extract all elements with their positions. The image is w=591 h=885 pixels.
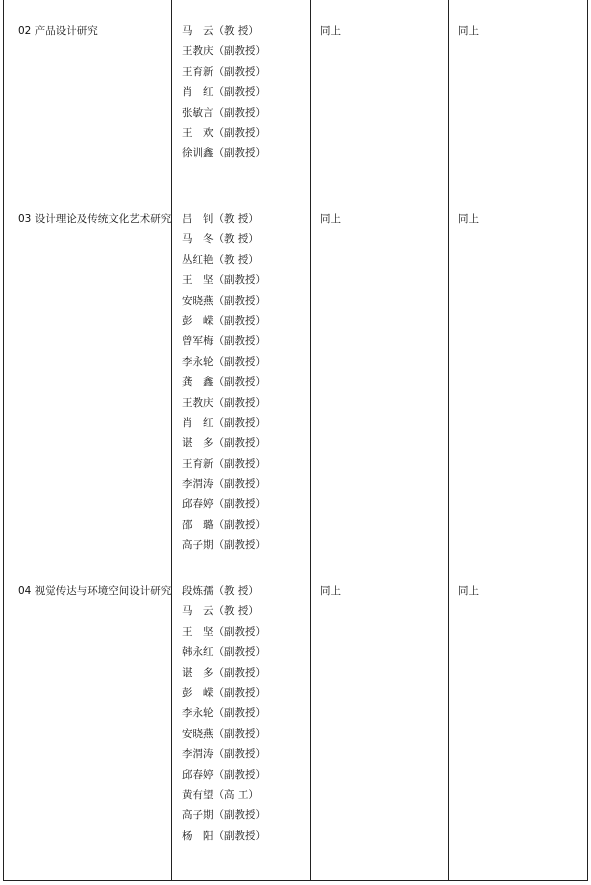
table-row <box>0 196 591 568</box>
tutor-name: 丛红艳（教 授） <box>182 253 259 266</box>
exam-subjects-cell: 同上 <box>320 585 341 597</box>
tutor-name: 肖 红（副教授） <box>182 416 266 429</box>
tutor-name: 韩永红（副教授） <box>182 646 266 659</box>
tutor-name: 杨 阳（副教授） <box>182 829 266 842</box>
tutor-name: 李渭涛（副教授） <box>182 748 266 761</box>
tutor-name: 肖 红（副教授） <box>182 86 266 99</box>
tutor-name: 谌 多（副教授） <box>182 437 266 450</box>
tutor-name: 王教庆（副教授） <box>182 396 266 409</box>
tutor-name: 王 坚（副教授） <box>182 274 266 287</box>
remarks-cell: 同上 <box>458 25 479 37</box>
tutor-list <box>182 21 266 164</box>
tutor-name: 马 云（教 授） <box>182 25 259 37</box>
tutor-name: 高子期（副教授） <box>182 809 266 822</box>
tutor-name: 安晓燕（副教授） <box>182 294 266 307</box>
tutor-name: 马 冬（教 授） <box>182 233 259 246</box>
tutor-name: 徐训鑫（副教授） <box>182 147 266 160</box>
table-border-bottom <box>3 880 588 881</box>
tutor-name: 吕 钊（教 授） <box>182 213 259 225</box>
tutor-name: 段炼孺（教 授） <box>182 585 259 597</box>
tutor-name: 彭 嵘（副教授） <box>182 314 266 327</box>
tutor-name: 龚 鑫（副教授） <box>182 376 266 389</box>
tutor-name: 王 坚（副教授） <box>182 625 266 638</box>
remarks-cell: 同上 <box>458 585 479 597</box>
tutor-name: 邵 璐（副教授） <box>182 518 266 531</box>
tutor-name: 高子期（副教授） <box>182 539 266 552</box>
research-direction: 02 产品设计研究 <box>18 25 98 37</box>
research-direction: 04 视觉传达与环境空间设计研究 <box>18 585 172 597</box>
tutor-name: 王 欢（副教授） <box>182 126 266 139</box>
tutor-name: 安晓燕（副教授） <box>182 727 266 740</box>
tutor-name: 王教庆（副教授） <box>182 45 266 58</box>
tutor-name: 谌 多（副教授） <box>182 666 266 679</box>
tutor-name: 邱春婷（副教授） <box>182 498 266 511</box>
tutor-name: 李渭涛（副教授） <box>182 478 266 491</box>
tutor-list <box>182 581 266 846</box>
tutor-name: 曾军梅（副教授） <box>182 335 266 348</box>
tutor-name: 李永轮（副教授） <box>182 707 266 720</box>
table-row <box>0 8 591 196</box>
table-row <box>0 568 591 880</box>
tutor-name: 李永轮（副教授） <box>182 355 266 368</box>
tutor-name: 王育新（副教授） <box>182 457 266 470</box>
tutor-name: 王育新（副教授） <box>182 65 266 78</box>
tutor-name: 黄有望（高 工） <box>182 788 259 801</box>
tutor-name: 邱春婷（副教授） <box>182 768 266 781</box>
research-direction: 03 设计理论及传统文化艺术研究 <box>18 213 172 225</box>
exam-subjects-cell: 同上 <box>320 213 341 225</box>
tutor-name: 彭 嵘（副教授） <box>182 686 266 699</box>
tutor-name: 张敏言（副教授） <box>182 106 266 119</box>
exam-subjects-cell: 同上 <box>320 25 341 37</box>
tutor-name: 马 云（教 授） <box>182 605 259 618</box>
remarks-cell: 同上 <box>458 213 479 225</box>
tutor-list <box>182 209 266 556</box>
